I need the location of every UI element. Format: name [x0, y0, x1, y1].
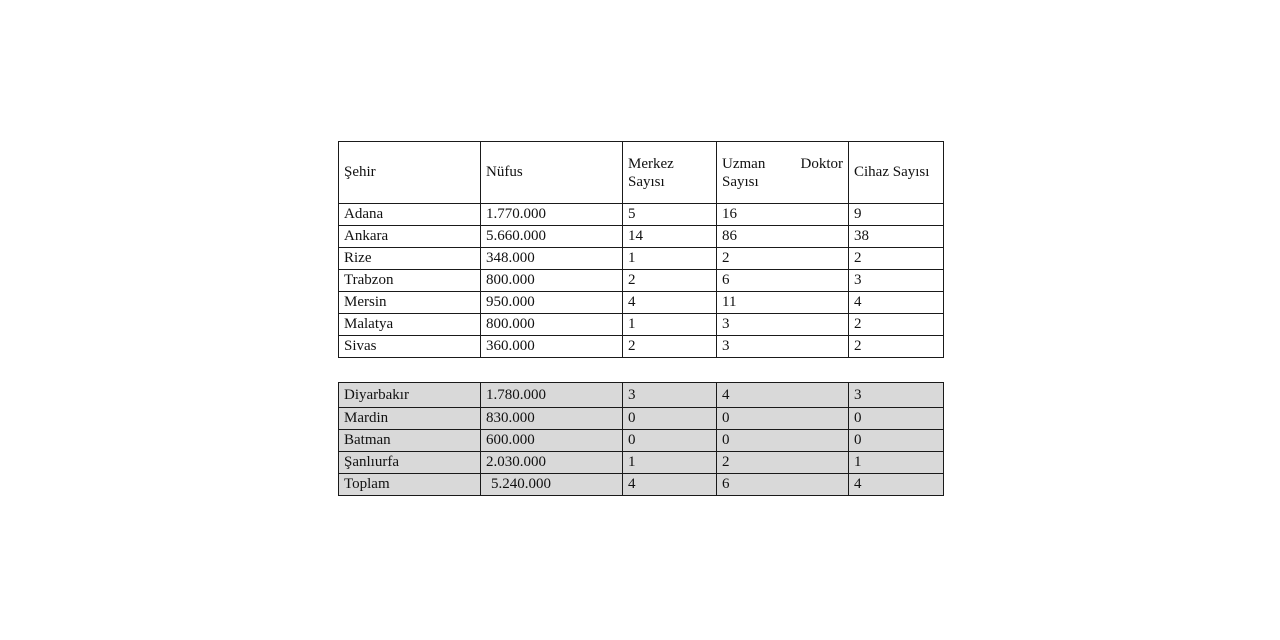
cell-centers: 14: [623, 226, 717, 248]
southeast-region-table: [338, 382, 944, 496]
cell-city: Rize: [339, 248, 481, 270]
cell-devices: 9: [849, 204, 944, 226]
table-row: [339, 226, 944, 248]
table-row: [339, 204, 944, 226]
cell-doctors: 0: [717, 430, 849, 452]
cell-centers: 3: [623, 383, 717, 408]
cell-doctors: 0: [717, 408, 849, 430]
cell-city: Sivas: [339, 336, 481, 358]
cell-devices: 0: [849, 430, 944, 452]
header-center-count-line1: Merkez: [628, 155, 674, 172]
city-statistics-table: [338, 141, 944, 358]
cell-devices: 2: [849, 248, 944, 270]
cell-doctors: 86: [717, 226, 849, 248]
cell-city: Mersin: [339, 292, 481, 314]
cell-doctors: 6: [717, 270, 849, 292]
cell-centers: 0: [623, 408, 717, 430]
table-row: [339, 336, 944, 358]
cell-doctors: 2: [717, 452, 849, 474]
cell-city: Şanlıurfa: [339, 452, 481, 474]
cell-centers: 5: [623, 204, 717, 226]
header-doctor-line1: [722, 155, 843, 173]
table-row: [339, 248, 944, 270]
cell-doctors: 2: [717, 248, 849, 270]
header-row: [339, 142, 944, 204]
cell-city: Ankara: [339, 226, 481, 248]
table-row: [339, 314, 944, 336]
header-device-count: Cihaz Sayısı: [849, 142, 944, 204]
cell-doctors: 3: [717, 314, 849, 336]
cell-total-devices: 4: [849, 474, 944, 496]
cell-doctors: 3: [717, 336, 849, 358]
cell-city: Batman: [339, 430, 481, 452]
cell-population: 830.000: [481, 408, 623, 430]
cell-population: 1.780.000: [481, 383, 623, 408]
cell-population: 348.000: [481, 248, 623, 270]
cell-total-label: Toplam: [339, 474, 481, 496]
cell-devices: 3: [849, 383, 944, 408]
cell-population: 800.000: [481, 314, 623, 336]
cell-total-doctors: 6: [717, 474, 849, 496]
cell-population: 360.000: [481, 336, 623, 358]
total-row: [339, 474, 944, 496]
cell-devices: 38: [849, 226, 944, 248]
cell-devices: 0: [849, 408, 944, 430]
cell-doctors: 16: [717, 204, 849, 226]
table-row: [339, 292, 944, 314]
cell-doctors: 4: [717, 383, 849, 408]
header-population: Nüfus: [481, 142, 623, 204]
cell-centers: 2: [623, 270, 717, 292]
cell-centers: 1: [623, 314, 717, 336]
header-city: Şehir: [339, 142, 481, 204]
header-specialist-doctor-count: [717, 142, 849, 204]
table-row: [339, 430, 944, 452]
header-center-count-line2: Sayısı: [628, 173, 665, 190]
cell-devices: 3: [849, 270, 944, 292]
cell-centers: 4: [623, 292, 717, 314]
cell-population: 5.660.000: [481, 226, 623, 248]
header-doctor-line2: Sayısı: [722, 173, 759, 190]
cell-devices: 2: [849, 314, 944, 336]
cell-population: 950.000: [481, 292, 623, 314]
cell-city: Mardin: [339, 408, 481, 430]
table-row: [339, 383, 944, 408]
table-row: [339, 270, 944, 292]
cell-population: 800.000: [481, 270, 623, 292]
cell-centers: 2: [623, 336, 717, 358]
cell-population: 600.000: [481, 430, 623, 452]
cell-devices: 4: [849, 292, 944, 314]
table-row: [339, 408, 944, 430]
header-doctor-word-uzman: Uzman: [722, 155, 766, 172]
cell-centers: 1: [623, 248, 717, 270]
cell-devices: 2: [849, 336, 944, 358]
header-doctor-word-doktor: Doktor: [800, 155, 843, 172]
cell-total-population: 5.240.000: [481, 474, 623, 496]
header-center-count: [623, 142, 717, 204]
cell-city: Malatya: [339, 314, 481, 336]
cell-centers: 1: [623, 452, 717, 474]
cell-doctors: 11: [717, 292, 849, 314]
cell-centers: 0: [623, 430, 717, 452]
table-row: [339, 452, 944, 474]
cell-devices: 1: [849, 452, 944, 474]
cell-city: Diyarbakır: [339, 383, 481, 408]
cell-total-centers: 4: [623, 474, 717, 496]
cell-city: Adana: [339, 204, 481, 226]
cell-city: Trabzon: [339, 270, 481, 292]
cell-population: 1.770.000: [481, 204, 623, 226]
cell-population: 2.030.000: [481, 452, 623, 474]
